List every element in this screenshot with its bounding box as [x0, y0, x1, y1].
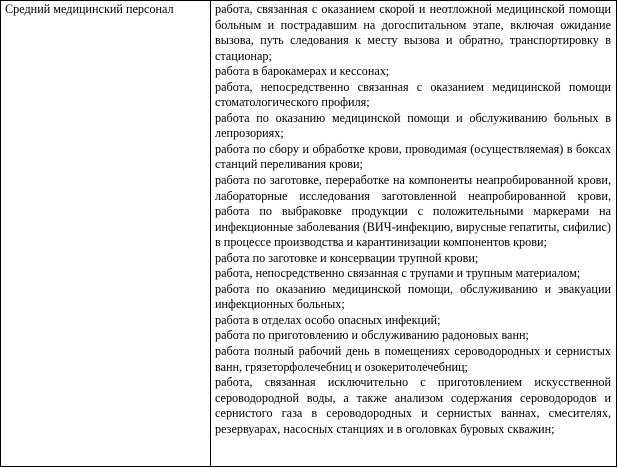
table-row: [1, 1, 617, 467]
list-item: работа по приготовлению и обслуживанию радоновых ванн;: [215, 328, 529, 343]
list-item: работа, непосредственно связанная с оказанием медицинской помощи стоматологического профиля;: [215, 79, 611, 110]
list-item: работа по оказанию медицинской помощи, обслуживанию и эвакуации инфекционных больных;: [215, 281, 611, 312]
list-item: работа по оказанию медицинской помощи и обслуживанию больных в лепрозориях;: [215, 110, 611, 141]
list-item: работа в барокамерах и кессонах;: [215, 64, 390, 79]
list-item: работа по заготовке, переработке на компоненты неапробированной крови, лабораторные исследования заготовленной неапробированной крови, работа по выбраковке продукции с положительными маркерами на инфекционные заболевания (ВИЧ-инфекцию, вирусные гепатиты, сифилис) в процессе производства и карантинизации компонентов крови;: [215, 173, 611, 250]
list-item: работа по заготовке и консервации трупной крови;: [215, 250, 479, 265]
category-cell: [1, 1, 211, 467]
list-item: работа полный рабочий день в помещениях сероводородных и сернистых ванн, грязеторфолечебниц и озокеритолечебниц;: [215, 344, 611, 374]
list-item: работа, связанная исключительно с приготовлением искусственной сероводородной воды, а также анализом содержания сероводородов и сернистого газа в сероводородных и сернистых ваннах, смесителях, резервуарах, насосных станциях и в оголовках буровых скважин;: [215, 375, 611, 436]
list-item: работа по сбору и обработке крови, проводимая (осуществляемая) в боксах станций переливания крови;: [215, 141, 611, 172]
list-item: работа в отделах особо опасных инфекций;: [215, 312, 441, 327]
list-item: работа, непосредственно связанная с трупами и трупным материалом;: [215, 266, 581, 281]
category-label: Средний медицинский персонал: [5, 2, 174, 16]
list-item: работа, связанная с оказанием скорой и неотложной медицинской помощи больным и пострадавшим на догоспитальном этапе, включая ожидание вызова, путь следования к месту вызова и обратно, транспортировку в стационар;: [215, 2, 611, 63]
work-list-cell: [211, 1, 617, 467]
